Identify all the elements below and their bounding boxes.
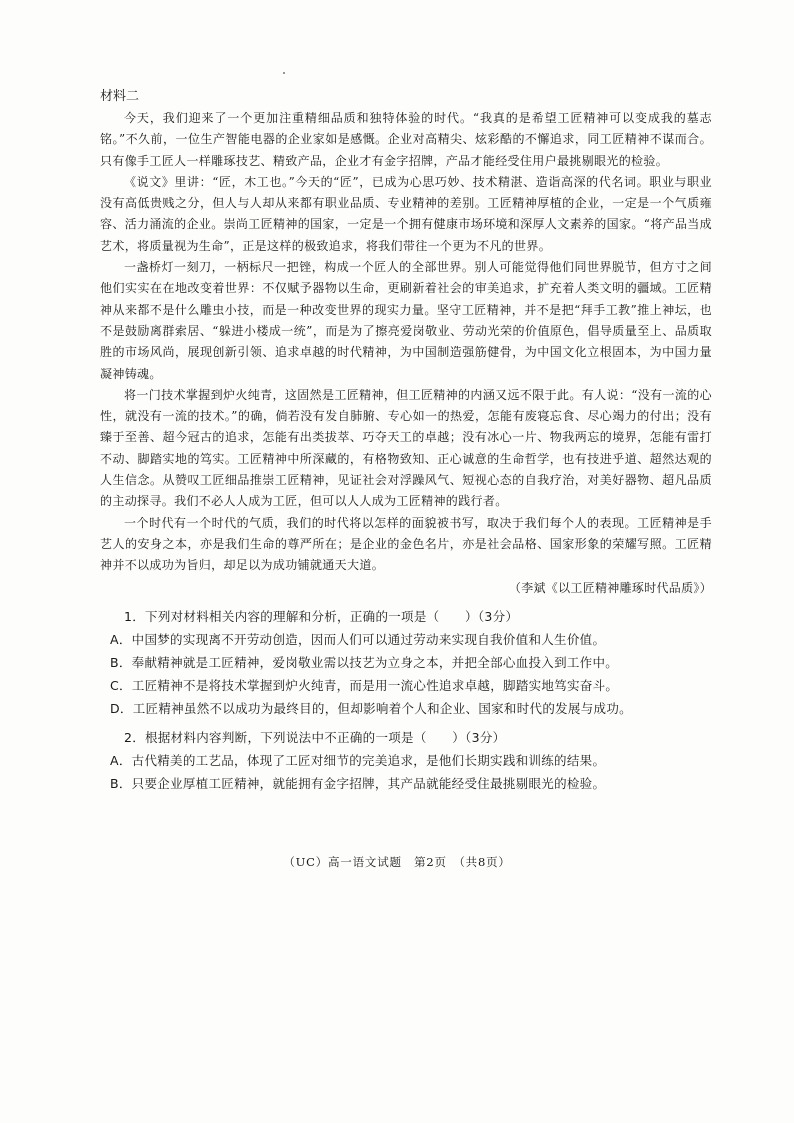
- question-option-d: D．工匠精神虽然不以成功为最终目的，但却影响着个人和企业、国家和时代的发展与成功。: [110, 700, 632, 716]
- material-source: （李斌《以工匠精神雕琢时代品质》）: [508, 580, 712, 595]
- material-title: 材料二: [100, 89, 140, 104]
- question-option-b: B．奉献精神就是工匠精神，爱岗敬业需以技艺为立身之本，并把全部心血投入到工作中。: [110, 654, 619, 670]
- question-option-b: B．只要企业厚植工匠精神，就能拥有金字招牌，其产品就能经受住最挑剔眼光的检验。: [110, 775, 606, 791]
- question-option-c: C．工匠精神不是将技术掌握到炉火纯青，而是用一流心性追求卓越，脚踏实地笃实奋斗。: [110, 677, 619, 693]
- page-content: [100, 86, 712, 795]
- material-paragraph-1: 今天，我们迎来了一个更加注重精细品质和独特体验的时代。“我真的是希望工匠精神可以变成我的墓志铭。”不久前，一位生产智能电器的企业家如是感慨。企业对高精尖、炫彩酷的不懈追求，同工匠精神不谋而合。只有像手工匠人一样雕琢技艺、精致产品，企业才有金字招牌，产品才能经受住用户最挑剔眼光的检验。: [100, 111, 712, 168]
- page-footer: （UC）高一语文试题 第2页 （共8页）: [283, 855, 511, 869]
- question-1: [100, 605, 712, 720]
- question-2: [100, 726, 712, 795]
- question-option-a: A．古代精美的工艺品，体现了工匠对细节的完美追求，是他们长期实践和训练的结果。: [110, 752, 606, 768]
- question-stem: 1．下列对材料相关内容的理解和分析，正确的一项是（ ）（3分）: [124, 608, 519, 624]
- material-paragraph-5: 一个时代有一个时代的气质，我们的时代将以怎样的面貌被书写，取决于我们每个人的表现。工匠精神是手艺人的安身之本，亦是我们生命的尊严所在；是企业的金色名片，亦是社会品格、国家形象的荣耀写照。工匠精神并不以成功为旨归，却足以为成功铺就通天大道。: [100, 515, 712, 573]
- material-paragraph-3: 一盏桥灯一刻刀，一柄标尺一把锉，构成一个匠人的全部世界。别人可能觉得他们同世界脱节，但方寸之间他们实实在在地改变着世界：不仅赋予器物以生命，更刷新着社会的审美追求，扩充着人类文明的疆域。工匠精神从来都不是什么雕虫小技，而是一种改变世界的现实力量。坚守工匠精神，并不是把“拜手工教”推上神坛，也不是鼓励离群索居、“躲进小楼成一统”，而是为了擦亮爱岗敬业、劳动光荣的价值原色，倡导质量至上、品质取胜的市场风尚，展现创新引领、追求卓越的时代精神，为中国制造强筋健骨，为中国文化立根固本，为中国力量凝神铸魂。: [100, 260, 712, 381]
- material-paragraph-2: 《说文》里讲：“匠，木工也。”今天的“匠”，已成为心思巧妙、技术精湛、造诣高深的代名词。职业与职业没有高低贵贱之分，但人与人却从来都有职业品质、专业精神的差别。工匠精神厚植的企业，一定是一个气质雍容、活力涌流的企业。崇尚工匠精神的国家，一定是一个拥有健康市场环境和深厚人文素养的国家。“将产品当成艺术，将质量视为生命”，正是这样的极致追求，将我们带往一个更为不凡的世界。: [100, 174, 712, 253]
- question-option-a: A．中国梦的实现离不开劳动创造，因而人们可以通过劳动来实现自我价值和人生价值。: [110, 631, 606, 647]
- material-paragraph-4: 将一门技术掌握到炉火纯青，这固然是工匠精神，但工匠精神的内涵又远不限于此。有人说：“没有一流的心性，就没有一流的技术。”的确，倘若没有发自肺腑、专心如一的热爱，怎能有废寝忘食、尽心竭力的付出；没有臻于至善、超今冠古的追求，怎能有出类拔萃、巧夺天工的卓越；没有冰心一片、物我两忘的境界，怎能有雷打不动、脚踏实地的笃实。工匠精神中所深藏的，有格物致知、正心诚意的生命哲学，也有技进乎道、超然达观的人生信念。从赞叹工匠细品推崇工匠精神，见证社会对浮躁风气、短视心态的自我疗治，对美好器物、超凡品质的主动探寻。我们不必人人成为工匠，但可以人人成为工匠精神的践行者。: [100, 387, 712, 509]
- question-stem: 2．根据材料内容判断，下列说法中不正确的一项是（ ）（3分）: [124, 729, 506, 745]
- scan-speck: [283, 72, 285, 74]
